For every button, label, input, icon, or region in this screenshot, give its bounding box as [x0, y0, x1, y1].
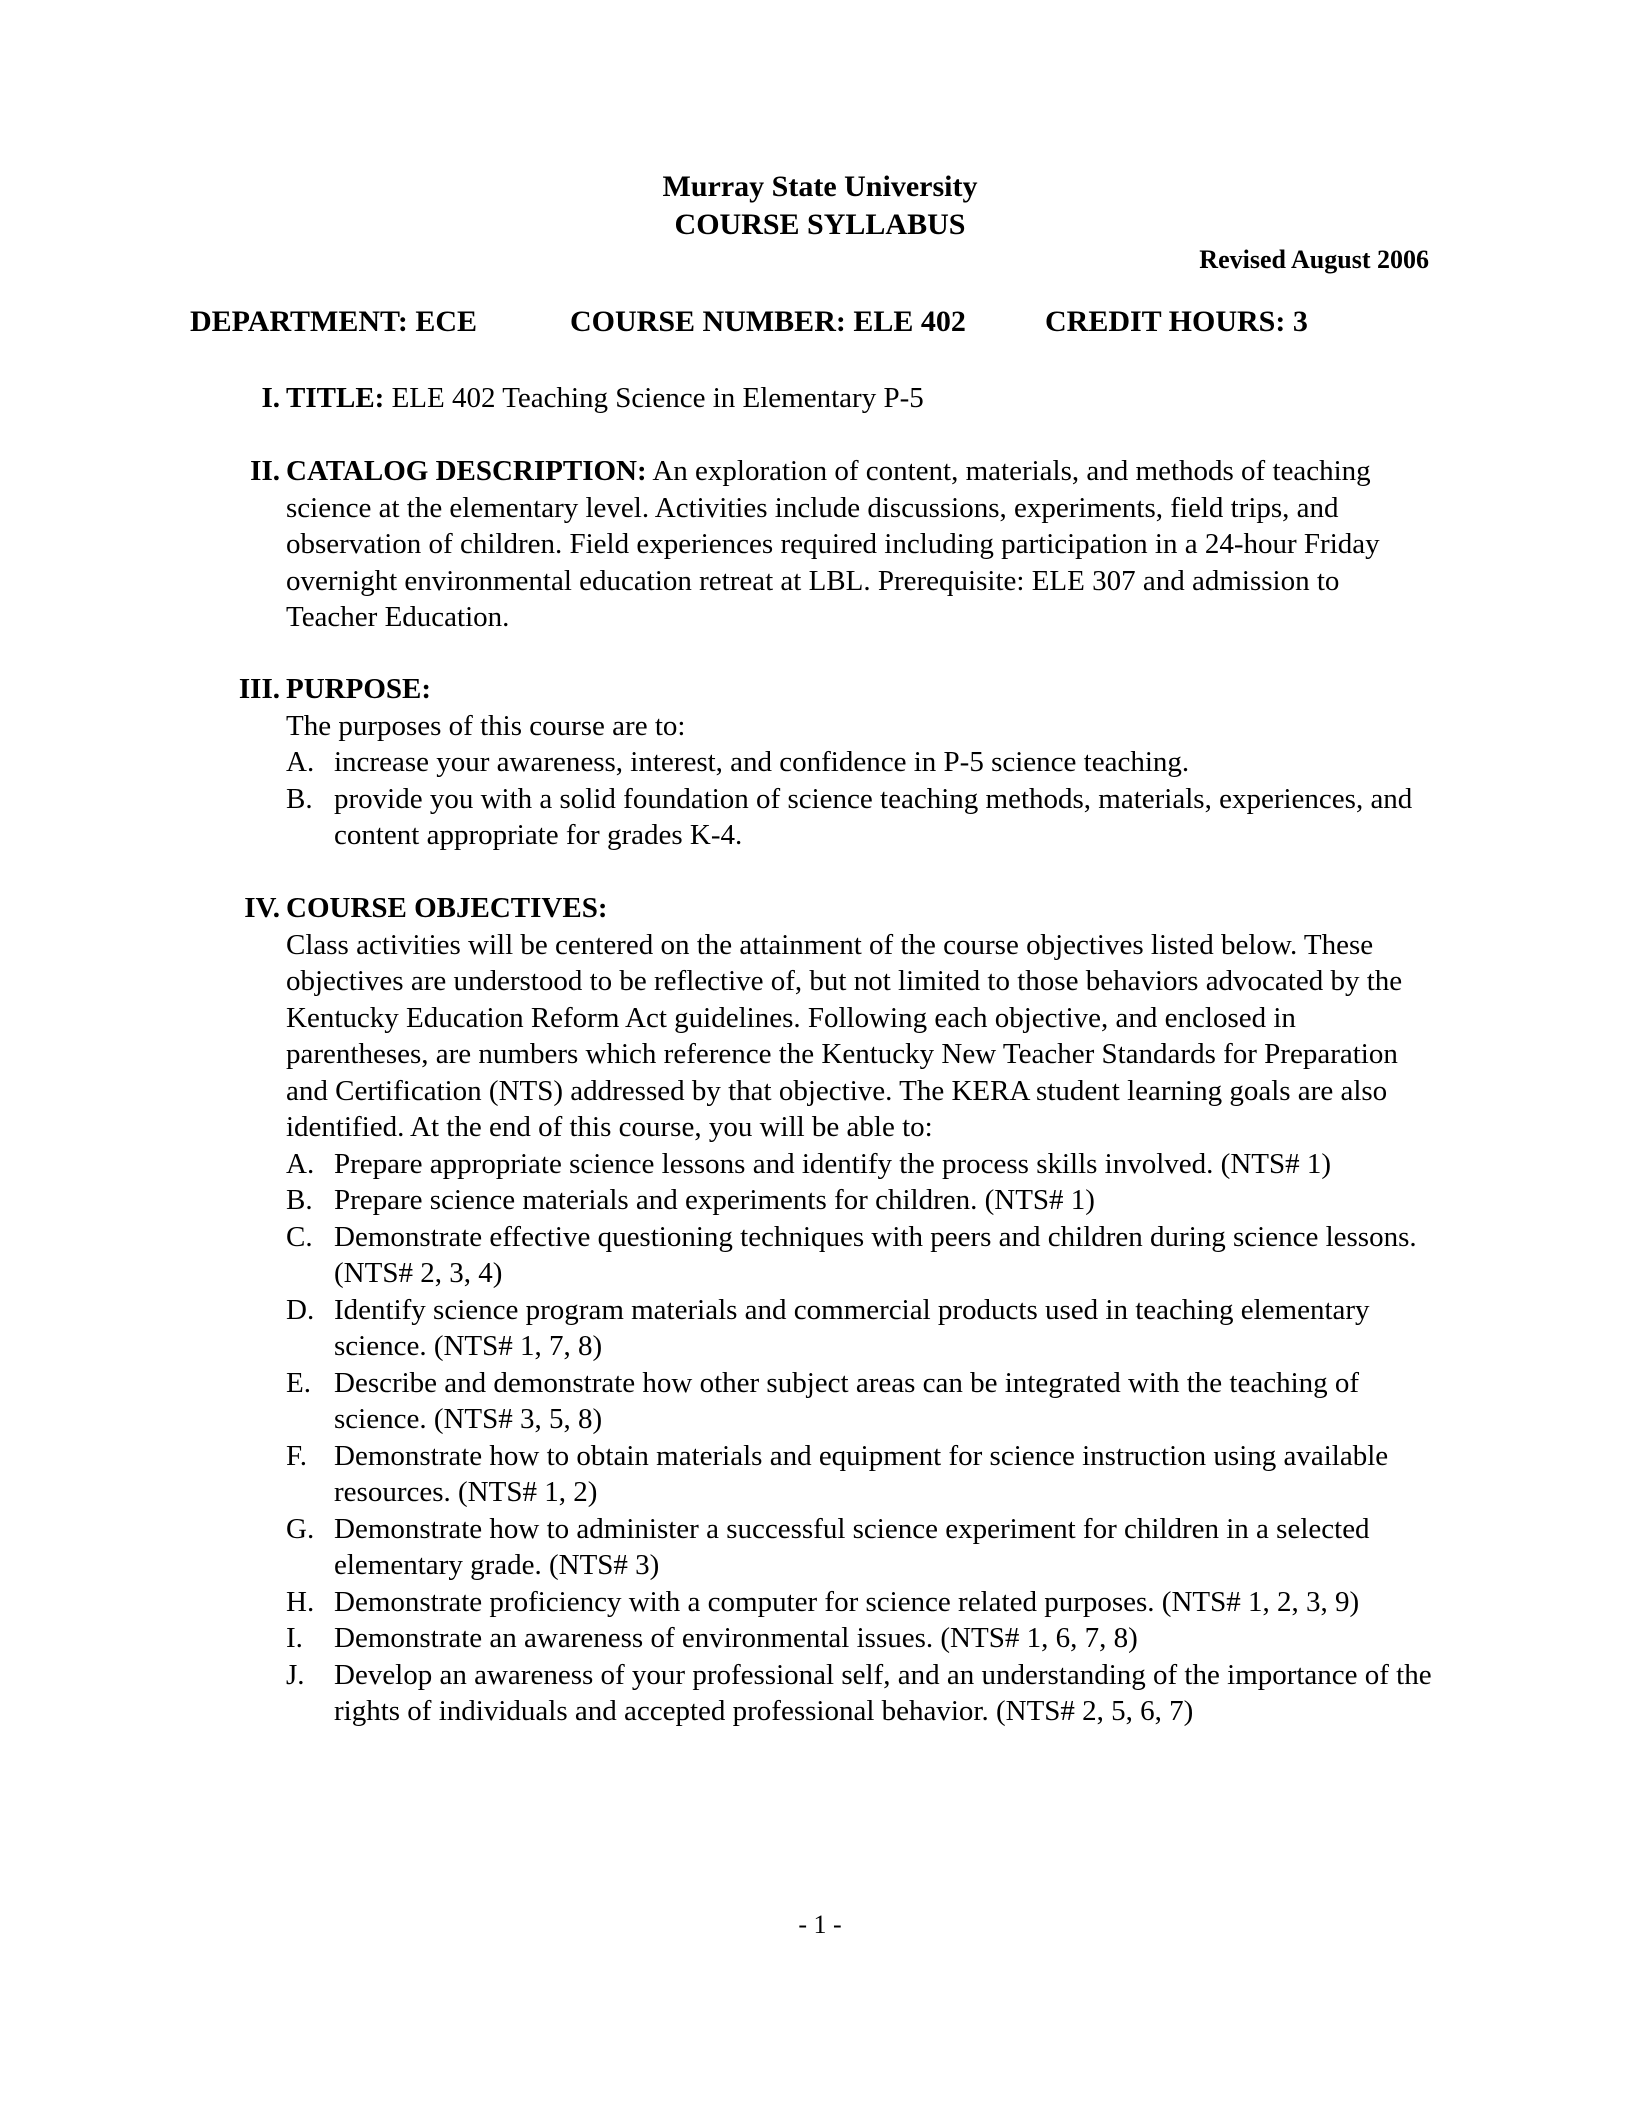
list-item [286, 1365, 1436, 1438]
item-letter: D. [286, 1293, 315, 1326]
objectives-intro: Class activities will be centered on the attainment of the course objectives listed below. These objectives are understood to be reflective of, but not limited to those behaviors advocated by the Kentucky Education Reform Act guidelines. Following each objective, and enclosed in parentheses, are numbers which reference the Kentucky New Teacher Standards for Preparation and Certification (NTS) addressed by that objective. The KERA student learning goals are also identified. At the end of this course, you will be able to: [286, 928, 1403, 1143]
list-item [286, 781, 1436, 854]
section-numeral: IV. [244, 892, 280, 924]
page-number: - 1 - [798, 1910, 842, 1939]
list-item [286, 1657, 1436, 1730]
section-label: PURPOSE: [286, 673, 431, 705]
list-item [286, 1620, 1436, 1657]
item-letter: A. [286, 746, 315, 778]
purpose-intro: The purposes of this course are to: [286, 709, 686, 742]
item-letter: B. [286, 1184, 313, 1216]
credit-hours-label: CREDIT HOURS: 3 [1045, 305, 1308, 338]
catalog-description-text: An exploration of content, materials, and methods of teaching science at the elementary level. Activities include discussions, experiments, field trips, and observation of children. Field experiences required including participation in a 24-hour Friday overnight environmental education retreat at LBL. Prerequisite: ELE 307 and admission to Teacher Education. [286, 455, 1380, 633]
course-title-text: ELE 402 Teaching Science in Elementary P-5 [384, 382, 924, 414]
item-letter: J. [286, 1658, 305, 1691]
item-text: Demonstrate how to administer a successful science experiment for children in a selected elementary grade. (NTS# 3) [334, 1512, 1370, 1581]
item-letter: B. [286, 782, 313, 815]
list-item [286, 1438, 1436, 1511]
list-item [286, 1292, 1436, 1365]
item-text: Develop an awareness of your professional self, and an understanding of the importance of the rights of individuals and accepted professional behavior. (NTS# 2, 5, 6, 7) [334, 1658, 1432, 1727]
section-numeral: II. [250, 455, 280, 487]
department-label: DEPARTMENT: ECE [190, 305, 478, 338]
section-label: COURSE OBJECTIVES: [286, 892, 608, 924]
university-name: Murray State University [662, 170, 978, 203]
list-item [286, 1584, 1436, 1621]
section-label: TITLE: [286, 382, 385, 414]
purpose-list [286, 744, 1436, 854]
item-text: Demonstrate proficiency with a computer for science related purposes. (NTS# 1, 2, 3, 9) [334, 1585, 1360, 1618]
section-label: CATALOG DESCRIPTION: [286, 455, 647, 487]
list-item [286, 1219, 1436, 1292]
list-item [286, 744, 1436, 781]
objectives-list [286, 1146, 1436, 1730]
item-letter: E. [286, 1366, 311, 1399]
revised-date: Revised August 2006 [1199, 245, 1429, 274]
item-text: Demonstrate how to obtain materials and equipment for science instruction using available resources. (NTS# 1, 2) [334, 1439, 1389, 1508]
document-title: COURSE SYLLABUS [674, 208, 966, 241]
item-text: Demonstrate an awareness of environmental issues. (NTS# 1, 6, 7, 8) [334, 1622, 1138, 1654]
item-letter: C. [286, 1220, 313, 1253]
document-header [0, 168, 1640, 244]
item-text: Identify science program materials and commercial products used in teaching elementary science. (NTS# 1, 7, 8) [334, 1293, 1370, 1362]
section-numeral: I. [261, 382, 280, 414]
item-letter: G. [286, 1512, 315, 1545]
item-text: Prepare appropriate science lessons and identify the process skills involved. (NTS# 1) [334, 1147, 1332, 1180]
item-letter: I. [286, 1622, 303, 1654]
course-number-label: COURSE NUMBER: ELE 402 [570, 305, 966, 338]
item-text: Demonstrate effective questioning techniques with peers and children during science lessons. (NTS# 2, 3, 4) [334, 1220, 1417, 1289]
item-text: Prepare science materials and experiments for children. (NTS# 1) [334, 1184, 1095, 1216]
item-text: provide you with a solid foundation of science teaching methods, materials, experiences, and content appropriate for grades K-4. [334, 782, 1413, 851]
list-item [286, 1511, 1436, 1584]
item-letter: F. [286, 1439, 308, 1472]
item-letter: H. [286, 1585, 315, 1618]
list-item [286, 1146, 1436, 1183]
section-numeral: III. [238, 673, 280, 705]
item-letter: A. [286, 1147, 315, 1180]
list-item [286, 1182, 1436, 1219]
item-text: Describe and demonstrate how other subject areas can be integrated with the teaching of science. (NTS# 3, 5, 8) [334, 1366, 1360, 1435]
item-text: increase your awareness, interest, and confidence in P-5 science teaching. [334, 746, 1190, 778]
